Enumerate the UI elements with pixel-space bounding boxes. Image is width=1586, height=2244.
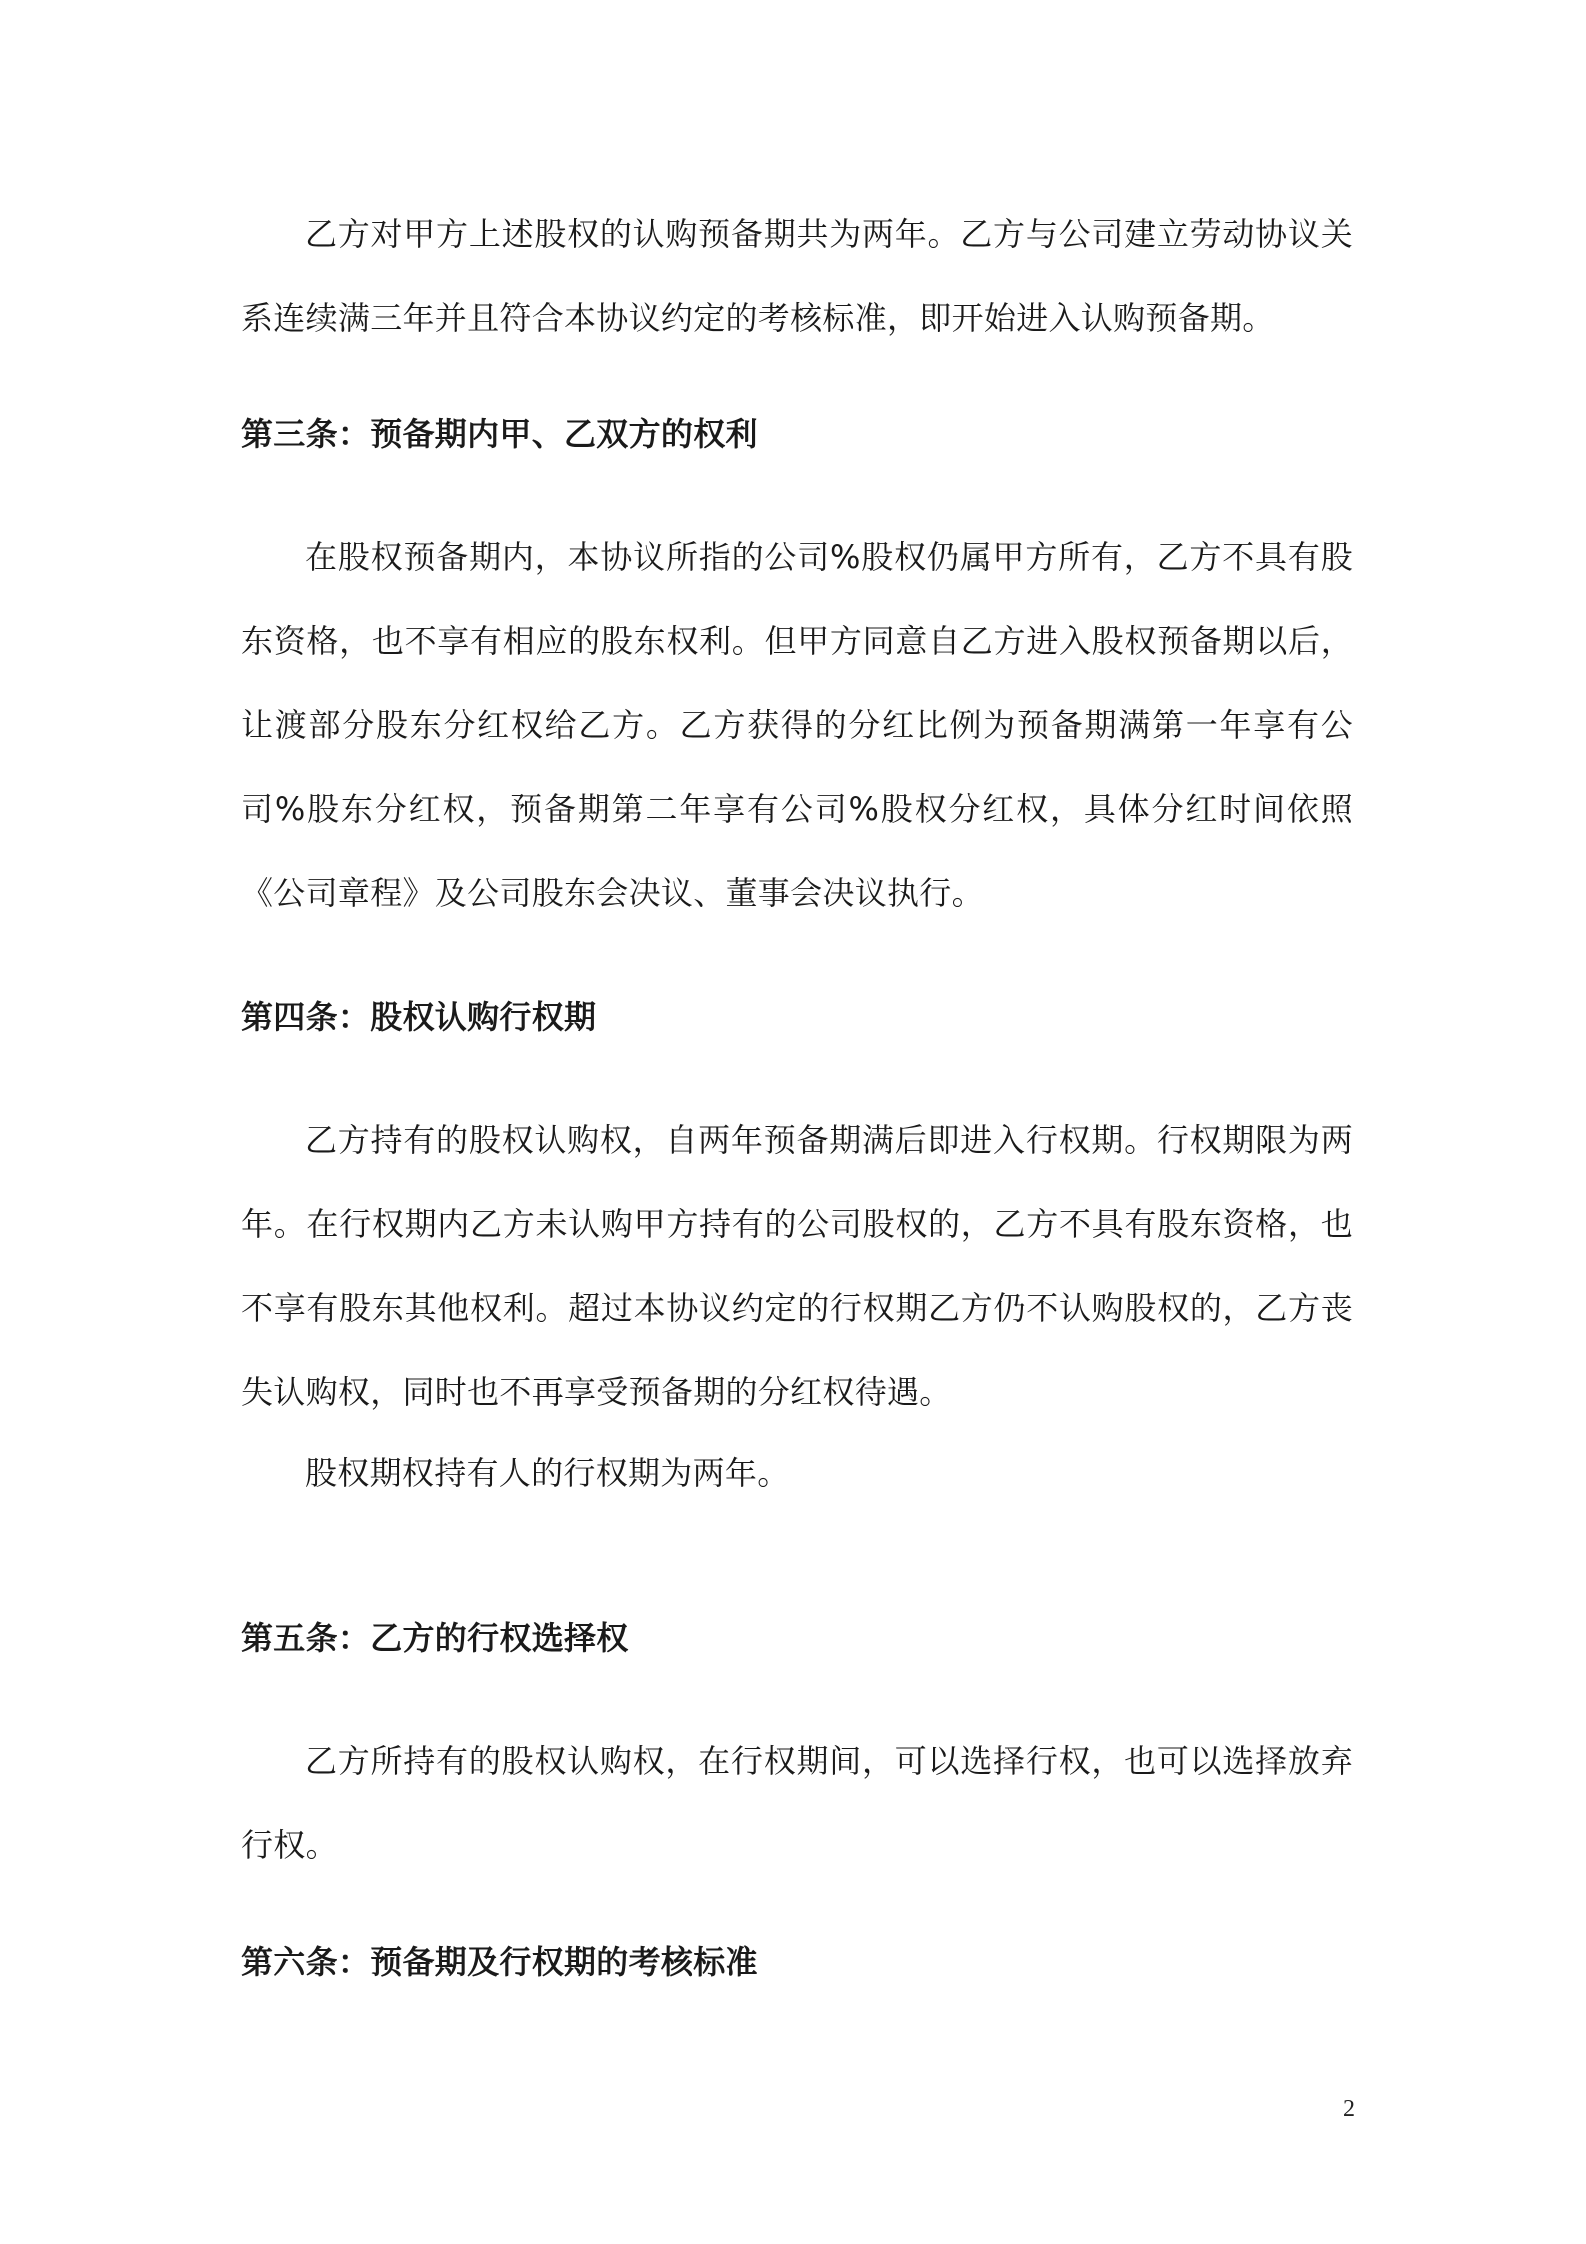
paragraph-preparation-period: 乙方对甲方上述股权的认购预备期共为两年。乙方与公司建立劳动协议关系连续满三年并且符合本协议约定的考核标准，即开始进入认购预备期。 bbox=[241, 215, 1353, 337]
heading-article-5: 第五条：乙方的行权选择权 bbox=[241, 1619, 629, 1657]
paragraph-rights-during-preparation: 在股权预备期内，本协议所指的公司%股权仍属甲方所有，乙方不具有股东资格，也不享有相应的股东权利。但甲方同意自乙方进入股权预备期以后，让渡部分股东分红权给乙方。乙方获得的分红比例为预备期满第一年享有公司%股东分红权，预备期第二年享有公司%股权分红权，具体分红时间依照《公司章程》及公司股东会决议、董事会决议执行。 bbox=[241, 538, 1353, 912]
page-number: 2 bbox=[1343, 2096, 1355, 2122]
heading-article-4: 第四条：股权认购行权期 bbox=[241, 998, 597, 1036]
heading-article-3: 第三条：预备期内甲、乙双方的权利 bbox=[241, 415, 758, 453]
paragraph-exercise-choice: 乙方所持有的股权认购权，在行权期间，可以选择行权，也可以选择放弃行权。 bbox=[241, 1742, 1353, 1864]
paragraph-exercise-term: 股权期权持有人的行权期为两年。 bbox=[305, 1454, 790, 1492]
heading-article-6: 第六条：预备期及行权期的考核标准 bbox=[241, 1943, 758, 1981]
paragraph-exercise-period: 乙方持有的股权认购权，自两年预备期满后即进入行权期。行权期限为两年。在行权期内乙方未认购甲方持有的公司股权的，乙方不具有股东资格，也不享有股东其他权利。超过本协议约定的行权期乙方仍不认购股权的，乙方丧失认购权，同时也不再享受预备期的分红权待遇。 bbox=[241, 1121, 1353, 1411]
